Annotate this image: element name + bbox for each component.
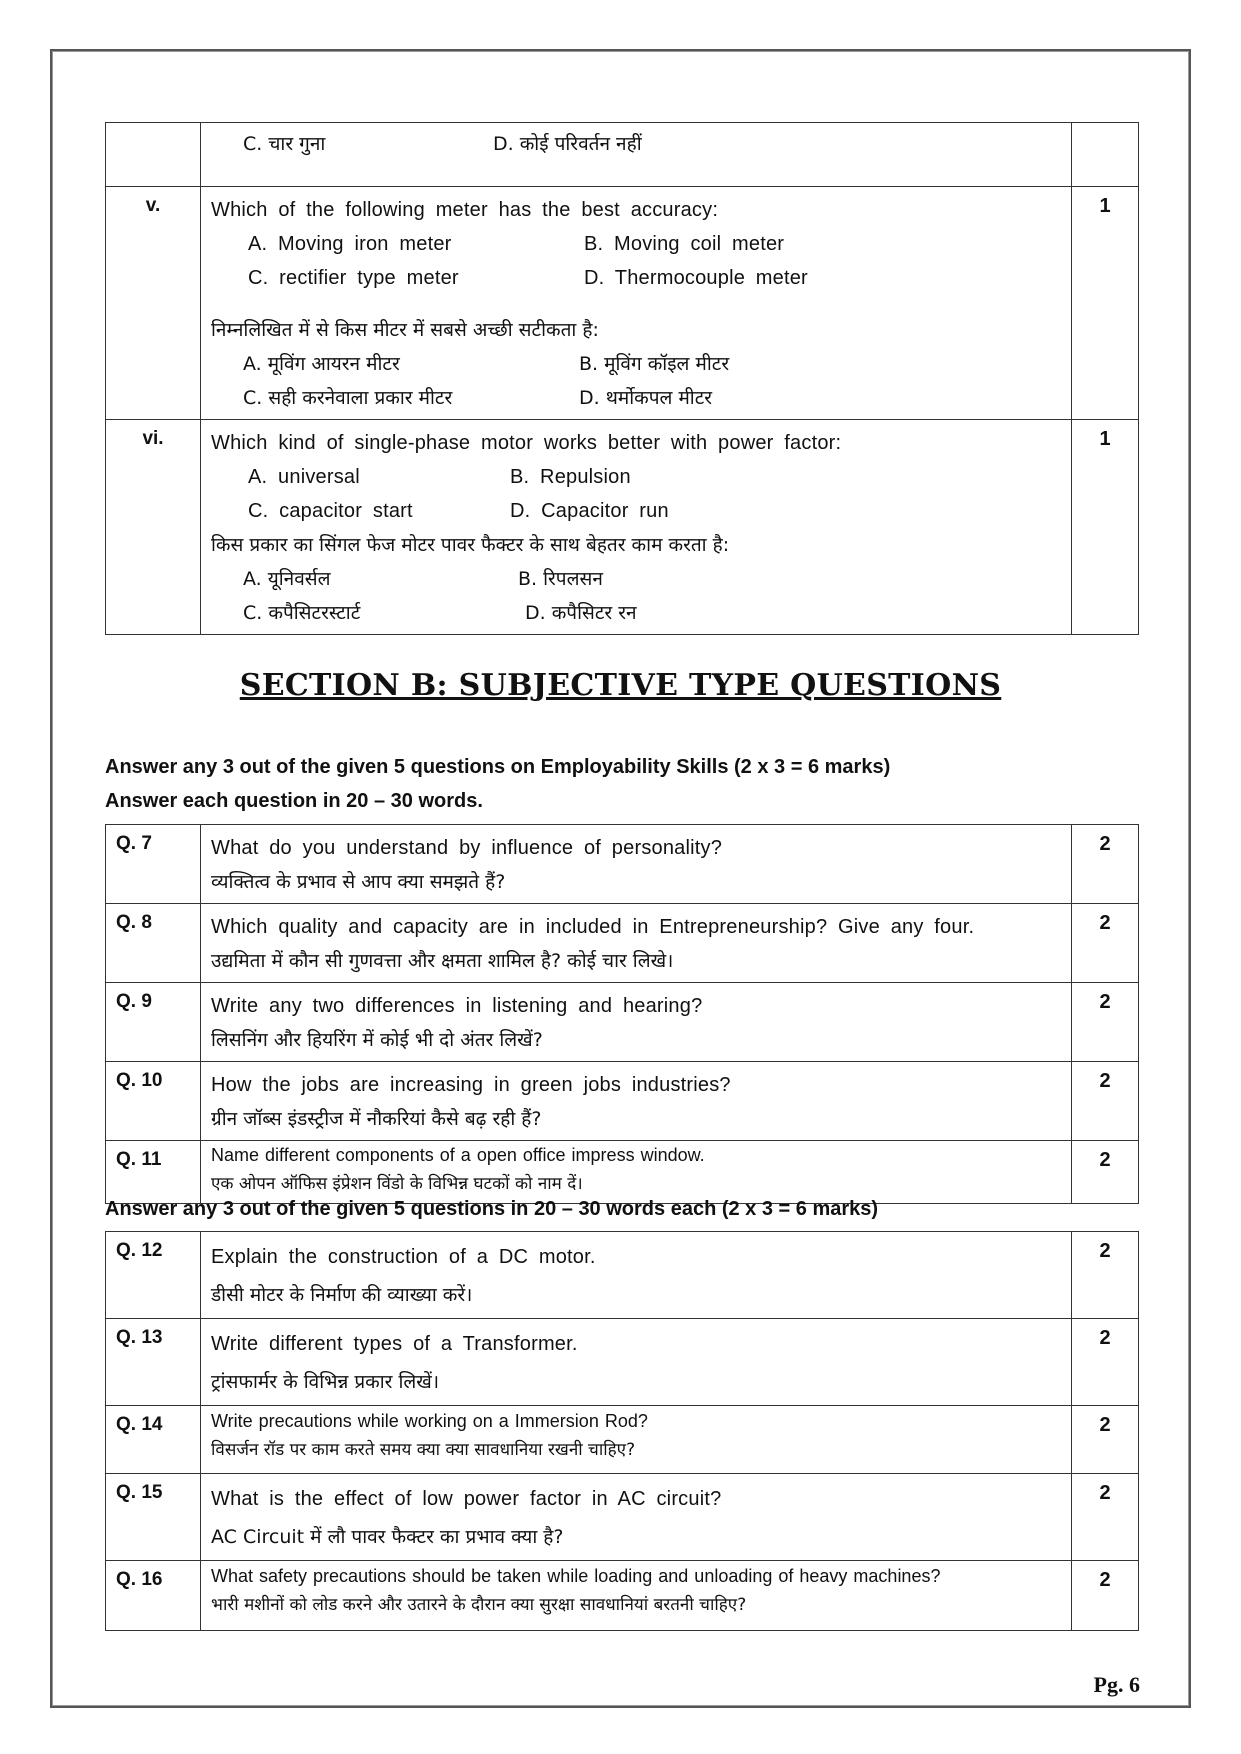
question-text-en: How the jobs are increasing in green jobs industries?	[211, 1074, 731, 1096]
option-d: D. Thermocouple meter	[584, 267, 808, 289]
question-number: vi.	[106, 420, 201, 635]
question-text-en: Which quality and capacity are in included in Entrepreneurship? Give any four.	[211, 916, 975, 938]
option-c: C. rectifier type meter	[248, 267, 459, 289]
option-d: D. कोई परिवर्तन नहीं	[493, 133, 642, 155]
option-b: B. Moving coil meter	[584, 233, 785, 255]
mcq-row-continued	[106, 123, 1139, 187]
mcq-table	[105, 122, 1139, 635]
question-row	[106, 825, 1139, 904]
question-number: Q. 8	[106, 904, 201, 983]
question-number: v.	[106, 187, 201, 420]
question-number: Q. 12	[106, 1232, 201, 1319]
question-row	[106, 1062, 1139, 1141]
question-row	[106, 1141, 1139, 1204]
option-a: A. Moving iron meter	[248, 233, 452, 255]
question-text-hi: लिसनिंग और हियरिंग में कोई भी दो अंतर लिखें?	[211, 1029, 543, 1051]
mcq-row-v	[106, 187, 1139, 420]
question-row	[106, 1474, 1139, 1561]
question-row	[106, 1319, 1139, 1406]
employability-questions-table	[105, 824, 1139, 1204]
marks: 1	[1072, 420, 1139, 635]
question-text-hi: ट्रांसफार्मर के विभिन्न प्रकार लिखें।	[211, 1371, 440, 1393]
marks: 2	[1072, 1474, 1139, 1561]
option-c: C. चार गुना	[243, 133, 326, 155]
question-row	[106, 1561, 1139, 1631]
option-d-hi: D. थर्मोकपल मीटर	[579, 387, 713, 409]
question-number: Q. 7	[106, 825, 201, 904]
question-number: Q. 13	[106, 1319, 201, 1406]
marks: 2	[1072, 825, 1139, 904]
question-number: Q. 10	[106, 1062, 201, 1141]
question-text-en: Write any two differences in listening and hearing?	[211, 995, 703, 1017]
option-d-hi: D. कपैसिटर रन	[525, 602, 637, 624]
question-text-en: Write precautions while working on a Immersion Rod?	[211, 1411, 648, 1431]
option-b: B. Repulsion	[510, 466, 631, 488]
question-text-en: Explain the construction of a DC motor.	[211, 1246, 596, 1268]
question-text-hi: भारी मशीनों को लोड करने और उतारने के दौरान क्या सुरक्षा सावधानियां बरतनी चाहिए?	[211, 1595, 747, 1615]
question-number: Q. 11	[106, 1141, 201, 1204]
marks: 2	[1072, 1141, 1139, 1204]
instruction-employability: Answer any 3 out of the given 5 questions on Employability Skills (2 x 3 = 6 marks)	[105, 756, 891, 778]
marks: 2	[1072, 904, 1139, 983]
option-c: C. capacitor start	[248, 500, 413, 522]
marks: 2	[1072, 983, 1139, 1062]
question-text-en: Which of the following meter has the best accuracy:	[211, 199, 719, 221]
question-text-hi: ग्रीन जॉब्स इंडस्ट्रीज में नौकरियां कैसे बढ़ रही हैं?	[211, 1108, 542, 1130]
question-number: Q. 14	[106, 1406, 201, 1474]
question-text-en: Write different types of a Transformer.	[211, 1333, 578, 1355]
question-number: Q. 16	[106, 1561, 201, 1631]
question-row	[106, 983, 1139, 1062]
section-title: SECTION B: SUBJECTIVE TYPE QUESTIONS	[239, 668, 1002, 703]
page-number: Pg. 6	[1093, 1672, 1140, 1697]
marks: 2	[1072, 1406, 1139, 1474]
question-text-hi: निम्नलिखित में से किस मीटर में सबसे अच्छी सटीकता है:	[211, 319, 599, 341]
option-c-hi: C. कपैसिटरस्टार्ट	[243, 602, 361, 624]
subject-questions-table	[105, 1231, 1139, 1631]
question-row	[106, 904, 1139, 983]
marks: 1	[1072, 187, 1139, 420]
question-text-hi: व्यक्तित्व के प्रभाव से आप क्या समझते हैं?	[211, 871, 506, 893]
marks: 2	[1072, 1319, 1139, 1406]
question-row	[106, 1232, 1139, 1319]
option-a-hi: A. मूविंग आयरन मीटर	[243, 353, 400, 375]
option-a: A. universal	[248, 466, 360, 488]
option-a-hi: A. यूनिवर्सल	[243, 568, 331, 590]
marks: 2	[1072, 1232, 1139, 1319]
marks: 2	[1072, 1062, 1139, 1141]
question-text-en: Which kind of single-phase motor works better with power factor:	[211, 432, 842, 454]
question-text-hi: डीसी मोटर के निर्माण की व्याख्या करें।	[211, 1284, 473, 1306]
instruction-subject: Answer any 3 out of the given 5 questions in 20 – 30 words each (2 x 3 = 6 marks)	[105, 1198, 879, 1220]
option-b-hi: B. रिपलसन	[518, 568, 603, 590]
instruction-word-limit: Answer each question in 20 – 30 words.	[105, 790, 483, 812]
question-text-hi: एक ओपन ऑफिस इंप्रेशन विंडो के विभिन्न घटकों को नाम दें।	[211, 1174, 583, 1194]
question-number: Q. 9	[106, 983, 201, 1062]
question-text-hi: उद्यमिता में कौन सी गुणवत्ता और क्षमता शामिल है? कोई चार लिखे।	[211, 950, 674, 972]
question-text-hi: AC Circuit में लौ पावर फैक्टर का प्रभाव क्या है?	[211, 1526, 564, 1548]
question-text-hi: विसर्जन रॉड पर काम करते समय क्या क्या सावधानिया रखनी चाहिए?	[211, 1440, 636, 1460]
question-row	[106, 1406, 1139, 1474]
question-text-en: What safety precautions should be taken while loading and unloading of heavy machines?	[211, 1566, 941, 1586]
question-text-en: What is the effect of low power factor in AC circuit?	[211, 1488, 722, 1510]
question-text-hi: किस प्रकार का सिंगल फेज मोटर पावर फैक्टर के साथ बेहतर काम करता है:	[211, 534, 730, 556]
option-b-hi: B. मूविंग कॉइल मीटर	[579, 353, 730, 375]
option-c-hi: C. सही करनेवाला प्रकार मीटर	[243, 387, 453, 409]
option-d: D. Capacitor run	[510, 500, 669, 522]
question-number: Q. 15	[106, 1474, 201, 1561]
marks: 2	[1072, 1561, 1139, 1631]
mcq-row-vi	[106, 420, 1139, 635]
question-text-en: Name different components of a open office impress window.	[211, 1145, 705, 1165]
question-text-en: What do you understand by influence of personality?	[211, 837, 723, 859]
